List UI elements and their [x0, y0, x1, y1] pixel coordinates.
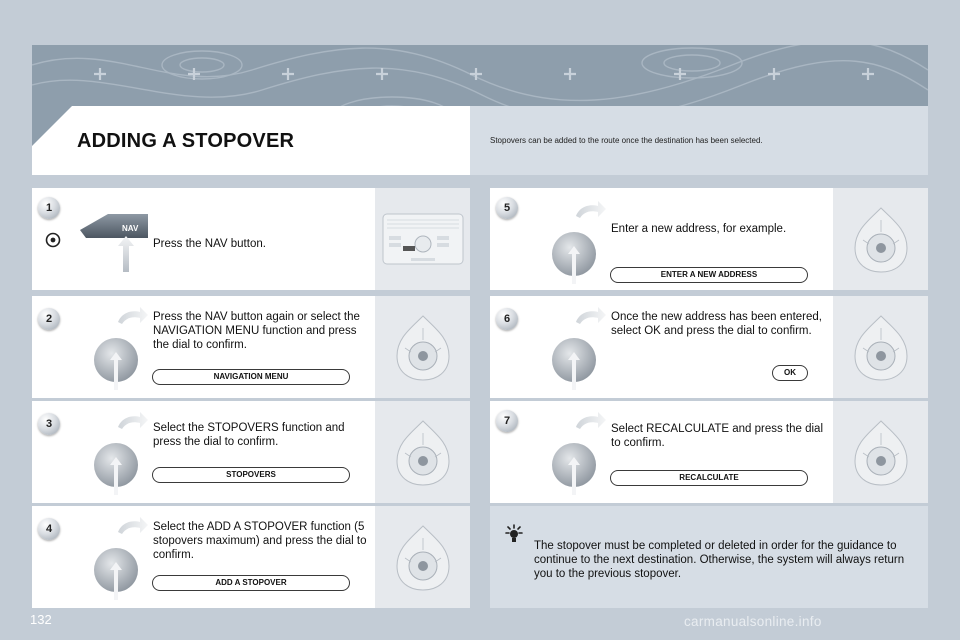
step-2-panel	[32, 296, 470, 398]
step-number-badge: 5	[496, 197, 518, 219]
step-5-text: Enter a new address, for example.	[611, 223, 787, 235]
remote-control-icon	[393, 314, 453, 382]
intro-plate	[470, 106, 928, 175]
page-title: ADDING A STOPOVER	[77, 130, 295, 152]
step-number-badge: 4	[38, 518, 60, 540]
step-2-thumbnail	[375, 296, 470, 398]
dial-icon	[550, 407, 606, 497]
remote-control-icon	[851, 419, 911, 487]
step-2-text: Press the NAV button again or select the NAVIGATION MENU function and press the dial to confirm.	[153, 311, 360, 351]
step-3-panel	[32, 401, 470, 503]
dial-icon	[92, 302, 148, 392]
step-number-badge: 1	[38, 197, 60, 219]
step-7-thumbnail	[833, 401, 928, 503]
dial-icon	[92, 407, 148, 497]
stopovers-option: STOPOVERS	[152, 467, 350, 483]
tip-panel	[490, 506, 928, 608]
page-number: 132	[30, 612, 52, 627]
remote-control-icon	[393, 419, 453, 487]
step-4-text: Select the ADD A STOPOVER function (5 stopovers maximum) and press the dial to confirm.	[153, 521, 367, 561]
radio-console-icon	[381, 210, 465, 268]
step-6-thumbnail	[833, 296, 928, 398]
step-3-text: Select the STOPOVERS function and press the dial to confirm.	[153, 422, 345, 448]
enter-a-new-address-option: ENTER A NEW ADDRESS	[610, 267, 808, 283]
navigation-menu-option: NAVIGATION MENU	[152, 369, 350, 385]
step-4-panel	[32, 506, 470, 608]
step-number-badge: 7	[496, 410, 518, 432]
add-a-stopover-option: ADD A STOPOVER	[152, 575, 350, 591]
nav-button-icon	[78, 208, 148, 274]
speedometer-icon	[45, 232, 61, 248]
watermark: carmanualsonline.info	[684, 614, 822, 629]
step-7-text: Select RECALCULATE and press the dial to confirm.	[611, 423, 823, 449]
title-plate	[32, 106, 470, 175]
step-7-panel	[490, 401, 928, 503]
step-5-panel	[490, 188, 928, 290]
recalculate-option: RECALCULATE	[610, 470, 808, 486]
remote-control-icon	[851, 314, 911, 382]
step-4-thumbnail	[375, 506, 470, 608]
ok-option: OK	[772, 365, 808, 381]
step-1-panel	[32, 188, 470, 290]
step-number-badge: 3	[38, 413, 60, 435]
step-3-thumbnail	[375, 401, 470, 503]
remote-control-icon	[393, 524, 453, 592]
dial-icon	[550, 196, 606, 286]
step-6-panel	[490, 296, 928, 398]
lightbulb-icon	[504, 524, 524, 544]
corner-notch	[32, 106, 72, 146]
dial-icon	[92, 512, 148, 602]
tip-text: The stopover must be completed or deleted in order for the guidance to continue to the next destination. Otherwise, the system will always return you to the previous stopover.	[534, 540, 905, 580]
intro-text: Stopovers can be added to the route once the destination has been selected.	[490, 136, 763, 145]
nav-button-label: NAV	[122, 224, 139, 233]
step-number-badge: 6	[496, 308, 518, 330]
dial-icon	[550, 302, 606, 392]
step-1-thumbnail	[375, 188, 470, 290]
step-1-text: Press the NAV button.	[153, 238, 266, 250]
step-number-badge: 2	[38, 308, 60, 330]
step-6-text: Once the new address has been entered, select OK and press the dial to confirm.	[611, 311, 822, 337]
remote-control-icon	[851, 206, 911, 274]
step-5-thumbnail	[833, 188, 928, 290]
